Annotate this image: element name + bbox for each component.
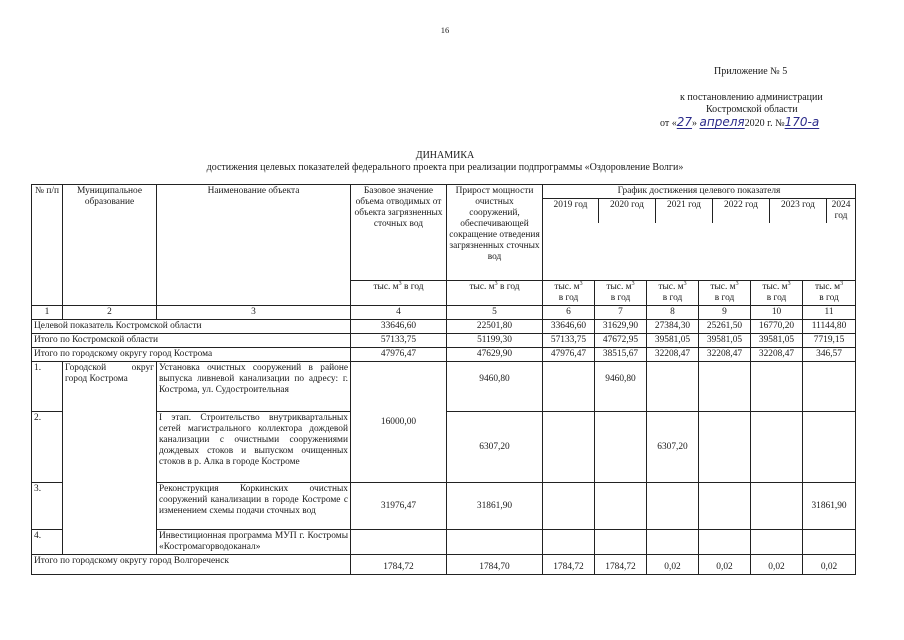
- summary-growth: 51199,30: [447, 334, 543, 348]
- summary-label: Итого по Костромской области: [32, 334, 351, 348]
- summary-base: 33646,60: [351, 320, 447, 334]
- summary-2019: 33646,60: [543, 320, 595, 334]
- header-schedule: График достижения целевого показателя: [543, 185, 855, 199]
- object-base: [351, 530, 447, 555]
- unit-cell: тыс. $м^3$ в год: [699, 281, 751, 306]
- unit-cell: тыс. $м^3$ в год: [595, 281, 647, 306]
- summary-row: [32, 334, 856, 348]
- year-2021: 2021 год: [656, 199, 713, 223]
- unit-cell: тыс. $м^3$ в год: [647, 281, 699, 306]
- object-name: Реконструкция Коркинских очистных сооружений канализации в городе Костроме с изменением схемы подачи сточных вод: [157, 483, 351, 530]
- summary-2022: 32208,47: [699, 348, 751, 362]
- header-num: № п/п: [32, 185, 63, 306]
- summary-growth: 1784,70: [447, 555, 543, 575]
- summary-row-volgorechensk: [32, 555, 856, 575]
- object-2020: 9460,80: [595, 362, 647, 412]
- object-2019: [543, 530, 595, 555]
- unit-cell: тыс. $м^3$ в год: [351, 281, 447, 306]
- column-number-row: [32, 306, 856, 320]
- object-2021: 6307,20: [647, 412, 699, 483]
- header-schedule-group: [543, 185, 856, 281]
- summary-base: 47976,47: [351, 348, 447, 362]
- summary-growth: 22501,80: [447, 320, 543, 334]
- summary-2023: 0,02: [751, 555, 803, 575]
- decree-block: [660, 92, 880, 130]
- object-num: 4.: [32, 530, 63, 555]
- decree-line-2: Костромской области: [706, 104, 798, 115]
- object-2022: [699, 530, 751, 555]
- col-number: 8: [647, 306, 699, 320]
- object-2019: [543, 362, 595, 412]
- summary-2022: 39581,05: [699, 334, 751, 348]
- summary-2020: 1784,72: [595, 555, 647, 575]
- year-2020: 2020 год: [599, 199, 656, 223]
- decree-number: 170-а: [784, 115, 820, 129]
- unit-cell: тыс. $м^3$ в год: [447, 281, 543, 306]
- summary-2021: 0,02: [647, 555, 699, 575]
- year-2022: 2022 год: [713, 199, 770, 223]
- summary-2024: 346,57: [803, 348, 856, 362]
- object-2022: [699, 412, 751, 483]
- decree-year-no: 2020 г. №: [744, 118, 785, 129]
- decree-day: 27: [676, 115, 693, 129]
- object-base: 31976,47: [351, 483, 447, 530]
- object-growth: [447, 530, 543, 555]
- header-base: Базовое значение объема отводимых от объекта загрязненных сточных вод: [351, 185, 447, 281]
- summary-2020: 38515,67: [595, 348, 647, 362]
- object-growth: 9460,80: [447, 362, 543, 412]
- summary-2021: 32208,47: [647, 348, 699, 362]
- object-2023: [751, 412, 803, 483]
- year-2019: 2019 год: [543, 199, 599, 223]
- summary-2020: 47672,95: [595, 334, 647, 348]
- decree-month: апреля: [699, 115, 745, 129]
- header-growth: Прирост мощности очистных сооружений, обеспечивающей сокращение отведения загрязненных сточных вод: [447, 185, 543, 281]
- col-number: 9: [699, 306, 751, 320]
- header-object: Наименование объекта: [157, 185, 351, 306]
- object-growth: 31861,90: [447, 483, 543, 530]
- object-growth: 6307,20: [447, 412, 543, 483]
- summary-2021: 27384,30: [647, 320, 699, 334]
- summary-2023: 16770,20: [751, 320, 803, 334]
- header-row: [32, 185, 856, 281]
- object-2022: [699, 483, 751, 530]
- summary-2022: 25261,50: [699, 320, 751, 334]
- page-number: 16: [440, 25, 450, 35]
- summary-2019: 1784,72: [543, 555, 595, 575]
- object-name: Инвестиционная программа МУП г. Костромы «Костромагорводоканал»: [157, 530, 351, 555]
- summary-2020: 31629,90: [595, 320, 647, 334]
- decree-prefix: от «: [660, 118, 677, 129]
- object-2020: [595, 483, 647, 530]
- unit-cell: тыс. $м^3$ в год: [543, 281, 595, 306]
- title-line-2: достижения целевых показателей федерального проекта при реализации подпрограммы «Оздоровление Волги»: [206, 162, 684, 173]
- object-2024: [803, 412, 856, 483]
- summary-base: 57133,75: [351, 334, 447, 348]
- summary-row: [32, 348, 856, 362]
- col-number: 6: [543, 306, 595, 320]
- object-name: I этап. Строительство внутриквартальных сетей магистрального коллектора дождевой канализации с очистными сооружениями дождевых стоков и выпуском очищенных стоков в р. Алка в городе Костроме: [157, 412, 351, 483]
- object-2023: [751, 530, 803, 555]
- summary-label: Целевой показатель Костромской области: [32, 320, 351, 334]
- col-number: 5: [447, 306, 543, 320]
- object-2019: [543, 412, 595, 483]
- object-base-merged: 16000,00: [351, 362, 447, 483]
- summary-2019: 47976,47: [543, 348, 595, 362]
- appendix-label: Приложение № 5: [714, 66, 788, 77]
- title-line-1: ДИНАМИКА: [415, 150, 475, 161]
- object-2024: [803, 530, 856, 555]
- header-years: [543, 199, 855, 223]
- summary-label: Итого по городскому округу город Волгореченск: [32, 555, 351, 575]
- year-2023: 2023 год: [770, 199, 827, 223]
- object-2024: 31861,90: [803, 483, 856, 530]
- summary-2024: 0,02: [803, 555, 856, 575]
- summary-2023: 32208,47: [751, 348, 803, 362]
- object-2023: [751, 362, 803, 412]
- object-num: 2.: [32, 412, 63, 483]
- object-2020: [595, 412, 647, 483]
- header-municipality: Муниципальное образование: [63, 185, 157, 306]
- object-2024: [803, 362, 856, 412]
- decree-quote: »: [692, 118, 698, 129]
- unit-cell: тыс. $м^3$ в год: [803, 281, 856, 306]
- summary-base: 1784,72: [351, 555, 447, 575]
- col-number: 11: [803, 306, 856, 320]
- object-2020: [595, 530, 647, 555]
- unit-cell: тыс. $м^3$ в год: [751, 281, 803, 306]
- object-2021: [647, 483, 699, 530]
- col-number: 2: [63, 306, 157, 320]
- summary-2019: 57133,75: [543, 334, 595, 348]
- object-2021: [647, 530, 699, 555]
- dynamics-table: [31, 184, 856, 575]
- decree-line-3: [660, 116, 880, 130]
- document-title: [0, 150, 890, 174]
- col-number: 4: [351, 306, 447, 320]
- object-num: 3.: [32, 483, 63, 530]
- object-2022: [699, 362, 751, 412]
- col-number: 1: [32, 306, 63, 320]
- decree-line-1: к постановлению администрации: [680, 92, 823, 103]
- year-2024: 2024 год: [831, 200, 851, 221]
- col-number: 7: [595, 306, 647, 320]
- summary-2024: 7719,15: [803, 334, 856, 348]
- col-number: 10: [751, 306, 803, 320]
- municipality-name: Городской округ город Кострома: [63, 362, 157, 555]
- summary-growth: 47629,90: [447, 348, 543, 362]
- object-name: Установка очистных сооружений в районе выпуска ливневой канализации по адресу: г. Кострома, ул. Судостроительная: [157, 362, 351, 412]
- object-num: 1.: [32, 362, 63, 412]
- object-row: [32, 362, 856, 412]
- summary-2024: 11144,80: [803, 320, 856, 334]
- col-number: 3: [157, 306, 351, 320]
- object-2021: [647, 362, 699, 412]
- summary-2023: 39581,05: [751, 334, 803, 348]
- summary-2022: 0,02: [699, 555, 751, 575]
- object-2019: [543, 483, 595, 530]
- summary-row: [32, 320, 856, 334]
- summary-2021: 39581,05: [647, 334, 699, 348]
- object-2023: [751, 483, 803, 530]
- summary-label: Итого по городскому округу город Кострома: [32, 348, 351, 362]
